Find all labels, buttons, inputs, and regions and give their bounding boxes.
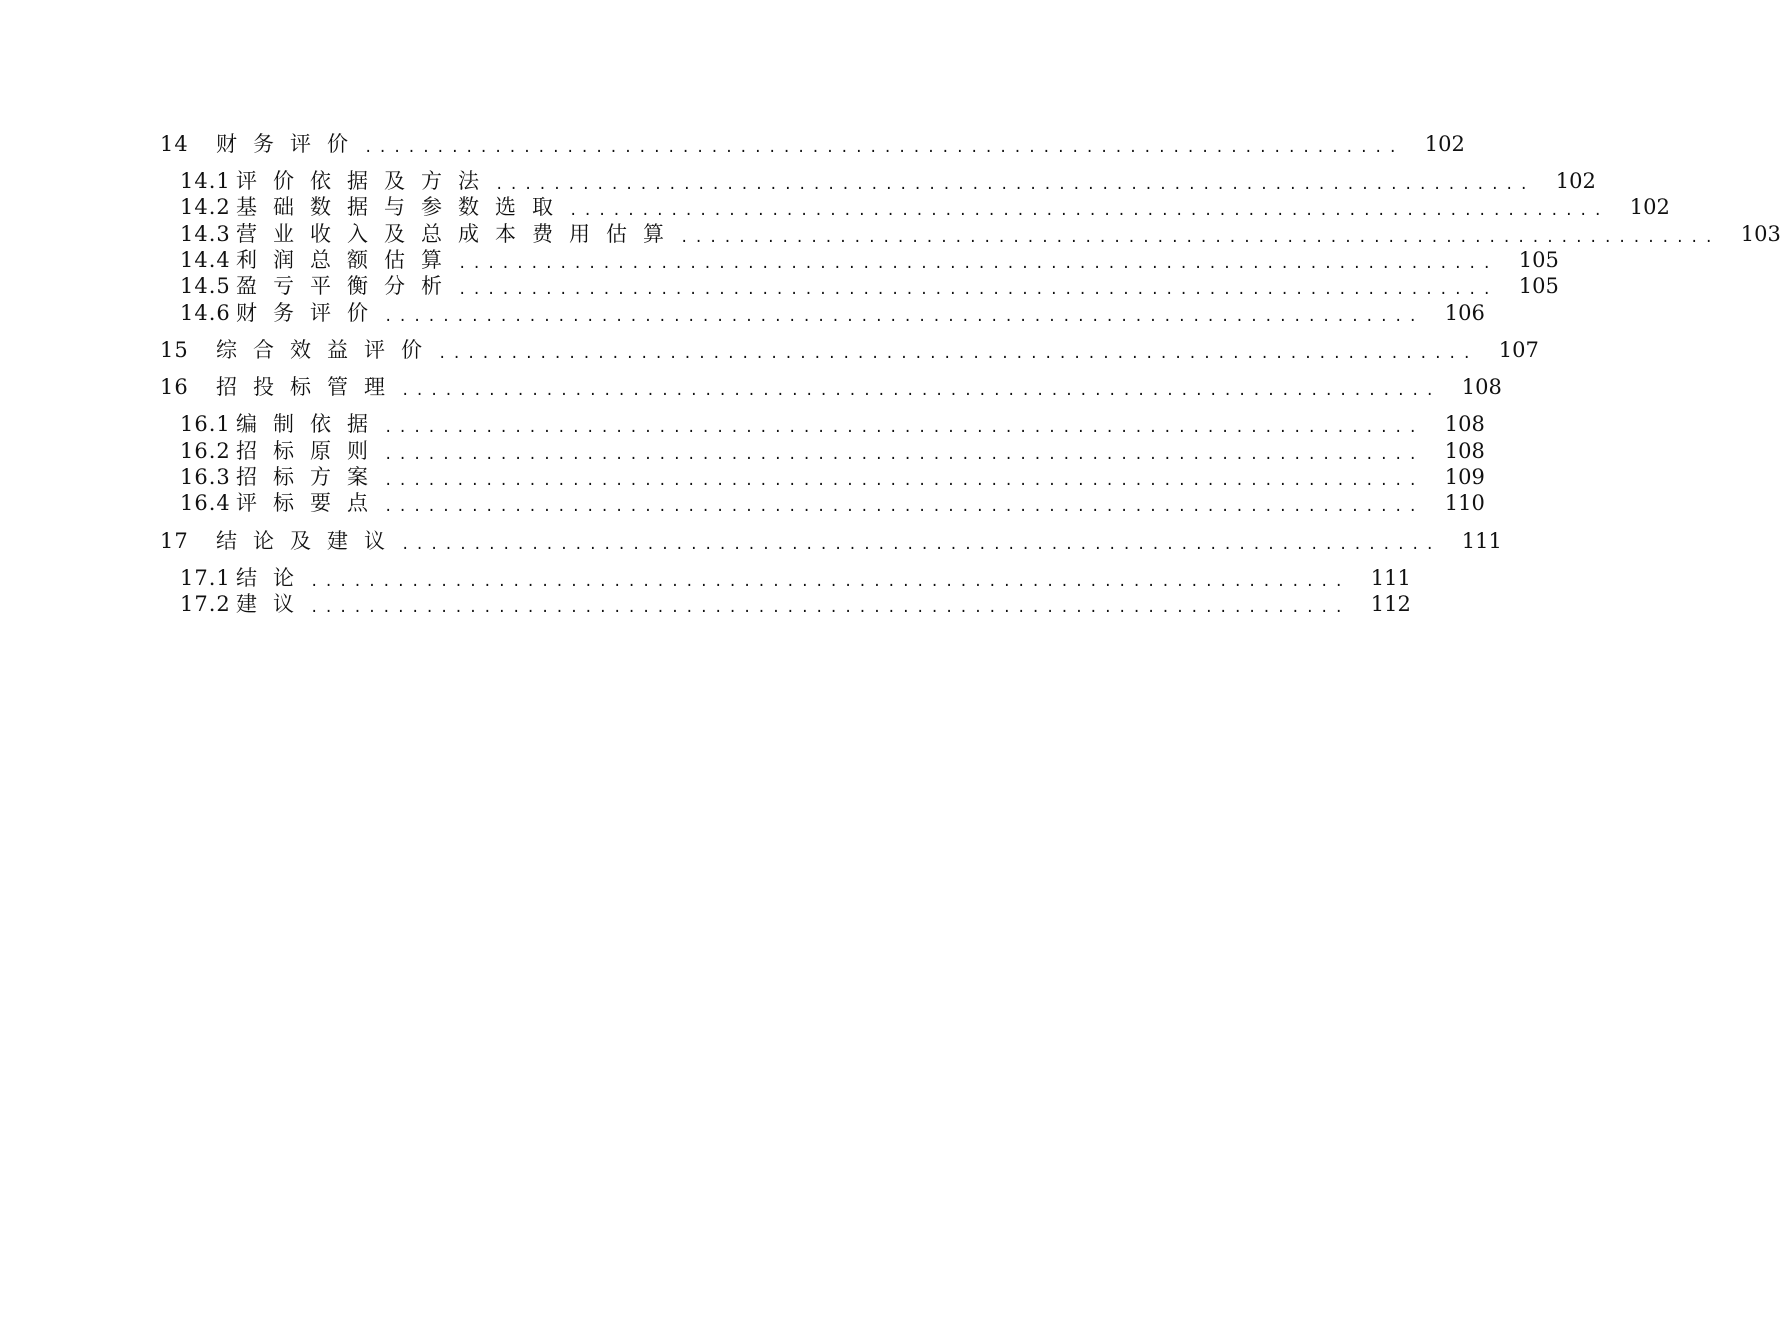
toc-entry-title: 编制依据 — [236, 412, 384, 436]
toc-entry-number: 14 — [160, 132, 189, 156]
toc-entry-page: 111 — [1370, 566, 1411, 590]
toc-entry-number: 17 — [160, 529, 189, 553]
toc-entry-page: 107 — [1498, 338, 1539, 362]
toc-entry-page: 108 — [1461, 375, 1502, 399]
toc-entry-14-1[interactable] — [160, 168, 1596, 194]
toc-entry-title: 招标原则 — [236, 439, 384, 463]
toc-entry-number: 15 — [160, 338, 189, 362]
toc-entry-16-1[interactable] — [160, 411, 1485, 437]
toc-entry-number: 17.1 — [180, 566, 231, 590]
toc-entry-14[interactable] — [160, 131, 1465, 157]
toc-entry-page: 111 — [1461, 529, 1502, 553]
toc-dot-leader: ........................................................................ — [384, 473, 1423, 489]
toc-entry-number: 14.6 — [180, 301, 231, 325]
toc-entry-number: 16.3 — [180, 465, 231, 489]
toc-entry-page: 108 — [1444, 412, 1485, 436]
toc-dot-leader: ........................................................................ — [458, 256, 1497, 272]
toc-entry-16-2[interactable] — [160, 438, 1485, 464]
toc-entry-title: 盈亏平衡分析 — [236, 274, 458, 298]
toc-entry-14-4[interactable] — [160, 247, 1559, 273]
toc-dot-leader: ........................................................................ — [384, 420, 1423, 436]
toc-entry-number: 17.2 — [180, 592, 231, 616]
toc-entry-page: 103 — [1740, 222, 1781, 246]
toc-dot-leader: ........................................................................ — [438, 346, 1477, 362]
toc-dot-leader: ........................................................................ — [384, 309, 1423, 325]
toc-entry-14-6[interactable] — [160, 300, 1485, 326]
toc-entry-title: 财务评价 — [216, 132, 364, 156]
toc-entry-page: 106 — [1444, 301, 1485, 325]
toc-dot-leader: ........................................................................ — [310, 600, 1349, 616]
toc-dot-leader: ........................................................................ — [401, 537, 1440, 553]
toc-dot-leader: ........................................................................ — [569, 203, 1608, 219]
toc-dot-leader: ........................................................................ — [384, 499, 1423, 515]
toc-entry-14-2[interactable] — [160, 194, 1670, 220]
toc-dot-leader: ........................................................................ — [384, 447, 1423, 463]
toc-dot-leader: ........................................................................ — [401, 383, 1440, 399]
toc-entry-number: 14.4 — [180, 248, 231, 272]
toc-entry-title: 招标方案 — [236, 465, 384, 489]
toc-entry-title: 评价依据及方法 — [236, 169, 495, 193]
toc-entry-number: 14.5 — [180, 274, 231, 298]
toc-dot-leader: ........................................................................ — [310, 574, 1349, 590]
toc-dot-leader: ........................................................................ — [458, 282, 1497, 298]
toc-entry-title: 建议 — [236, 592, 310, 616]
toc-entry-title: 营业收入及总成本费用估算 — [236, 222, 680, 246]
toc-dot-leader: ........................................................................ — [495, 177, 1534, 193]
toc-entry-title: 基础数据与参数选取 — [236, 195, 569, 219]
toc-entry-title: 评标要点 — [236, 491, 384, 515]
toc-entry-17-2[interactable] — [160, 591, 1411, 617]
toc-entry-title: 综合效益评价 — [216, 338, 438, 362]
toc-entry-number: 16.4 — [180, 491, 231, 515]
toc-entry-title: 财务评价 — [236, 301, 384, 325]
toc-entry-page: 102 — [1629, 195, 1670, 219]
toc-entry-number: 16.1 — [180, 412, 231, 436]
toc-entry-17[interactable] — [160, 528, 1502, 554]
toc-entry-page: 102 — [1424, 132, 1465, 156]
toc-entry-page: 112 — [1370, 592, 1411, 616]
toc-entry-page: 105 — [1518, 274, 1559, 298]
toc-entry-page: 105 — [1518, 248, 1559, 272]
toc-entry-14-5[interactable] — [160, 273, 1559, 299]
toc-dot-leader: ........................................................................ — [364, 140, 1403, 156]
toc-entry-15[interactable] — [160, 337, 1539, 363]
toc-entry-page: 108 — [1444, 439, 1485, 463]
toc-entry-page: 110 — [1444, 491, 1485, 515]
toc-entry-title: 招投标管理 — [216, 375, 401, 399]
toc-entry-17-1[interactable] — [160, 565, 1411, 591]
toc-dot-leader: ........................................................................ — [680, 230, 1719, 246]
toc-entry-16-4[interactable] — [160, 490, 1485, 516]
toc-entry-number: 16 — [160, 375, 189, 399]
toc-entry-number: 14.1 — [180, 169, 231, 193]
toc-entry-14-3[interactable] — [160, 221, 1781, 247]
toc-entry-16[interactable] — [160, 374, 1502, 400]
toc-entry-title: 利润总额估算 — [236, 248, 458, 272]
toc-entry-16-3[interactable] — [160, 464, 1485, 490]
toc-entry-title: 结论 — [236, 566, 310, 590]
toc-entry-number: 16.2 — [180, 439, 231, 463]
toc-entry-number: 14.3 — [180, 222, 231, 246]
toc-entry-page: 109 — [1444, 465, 1485, 489]
toc-entry-title: 结论及建议 — [216, 529, 401, 553]
toc-entry-page: 102 — [1555, 169, 1596, 193]
toc-entry-number: 14.2 — [180, 195, 231, 219]
